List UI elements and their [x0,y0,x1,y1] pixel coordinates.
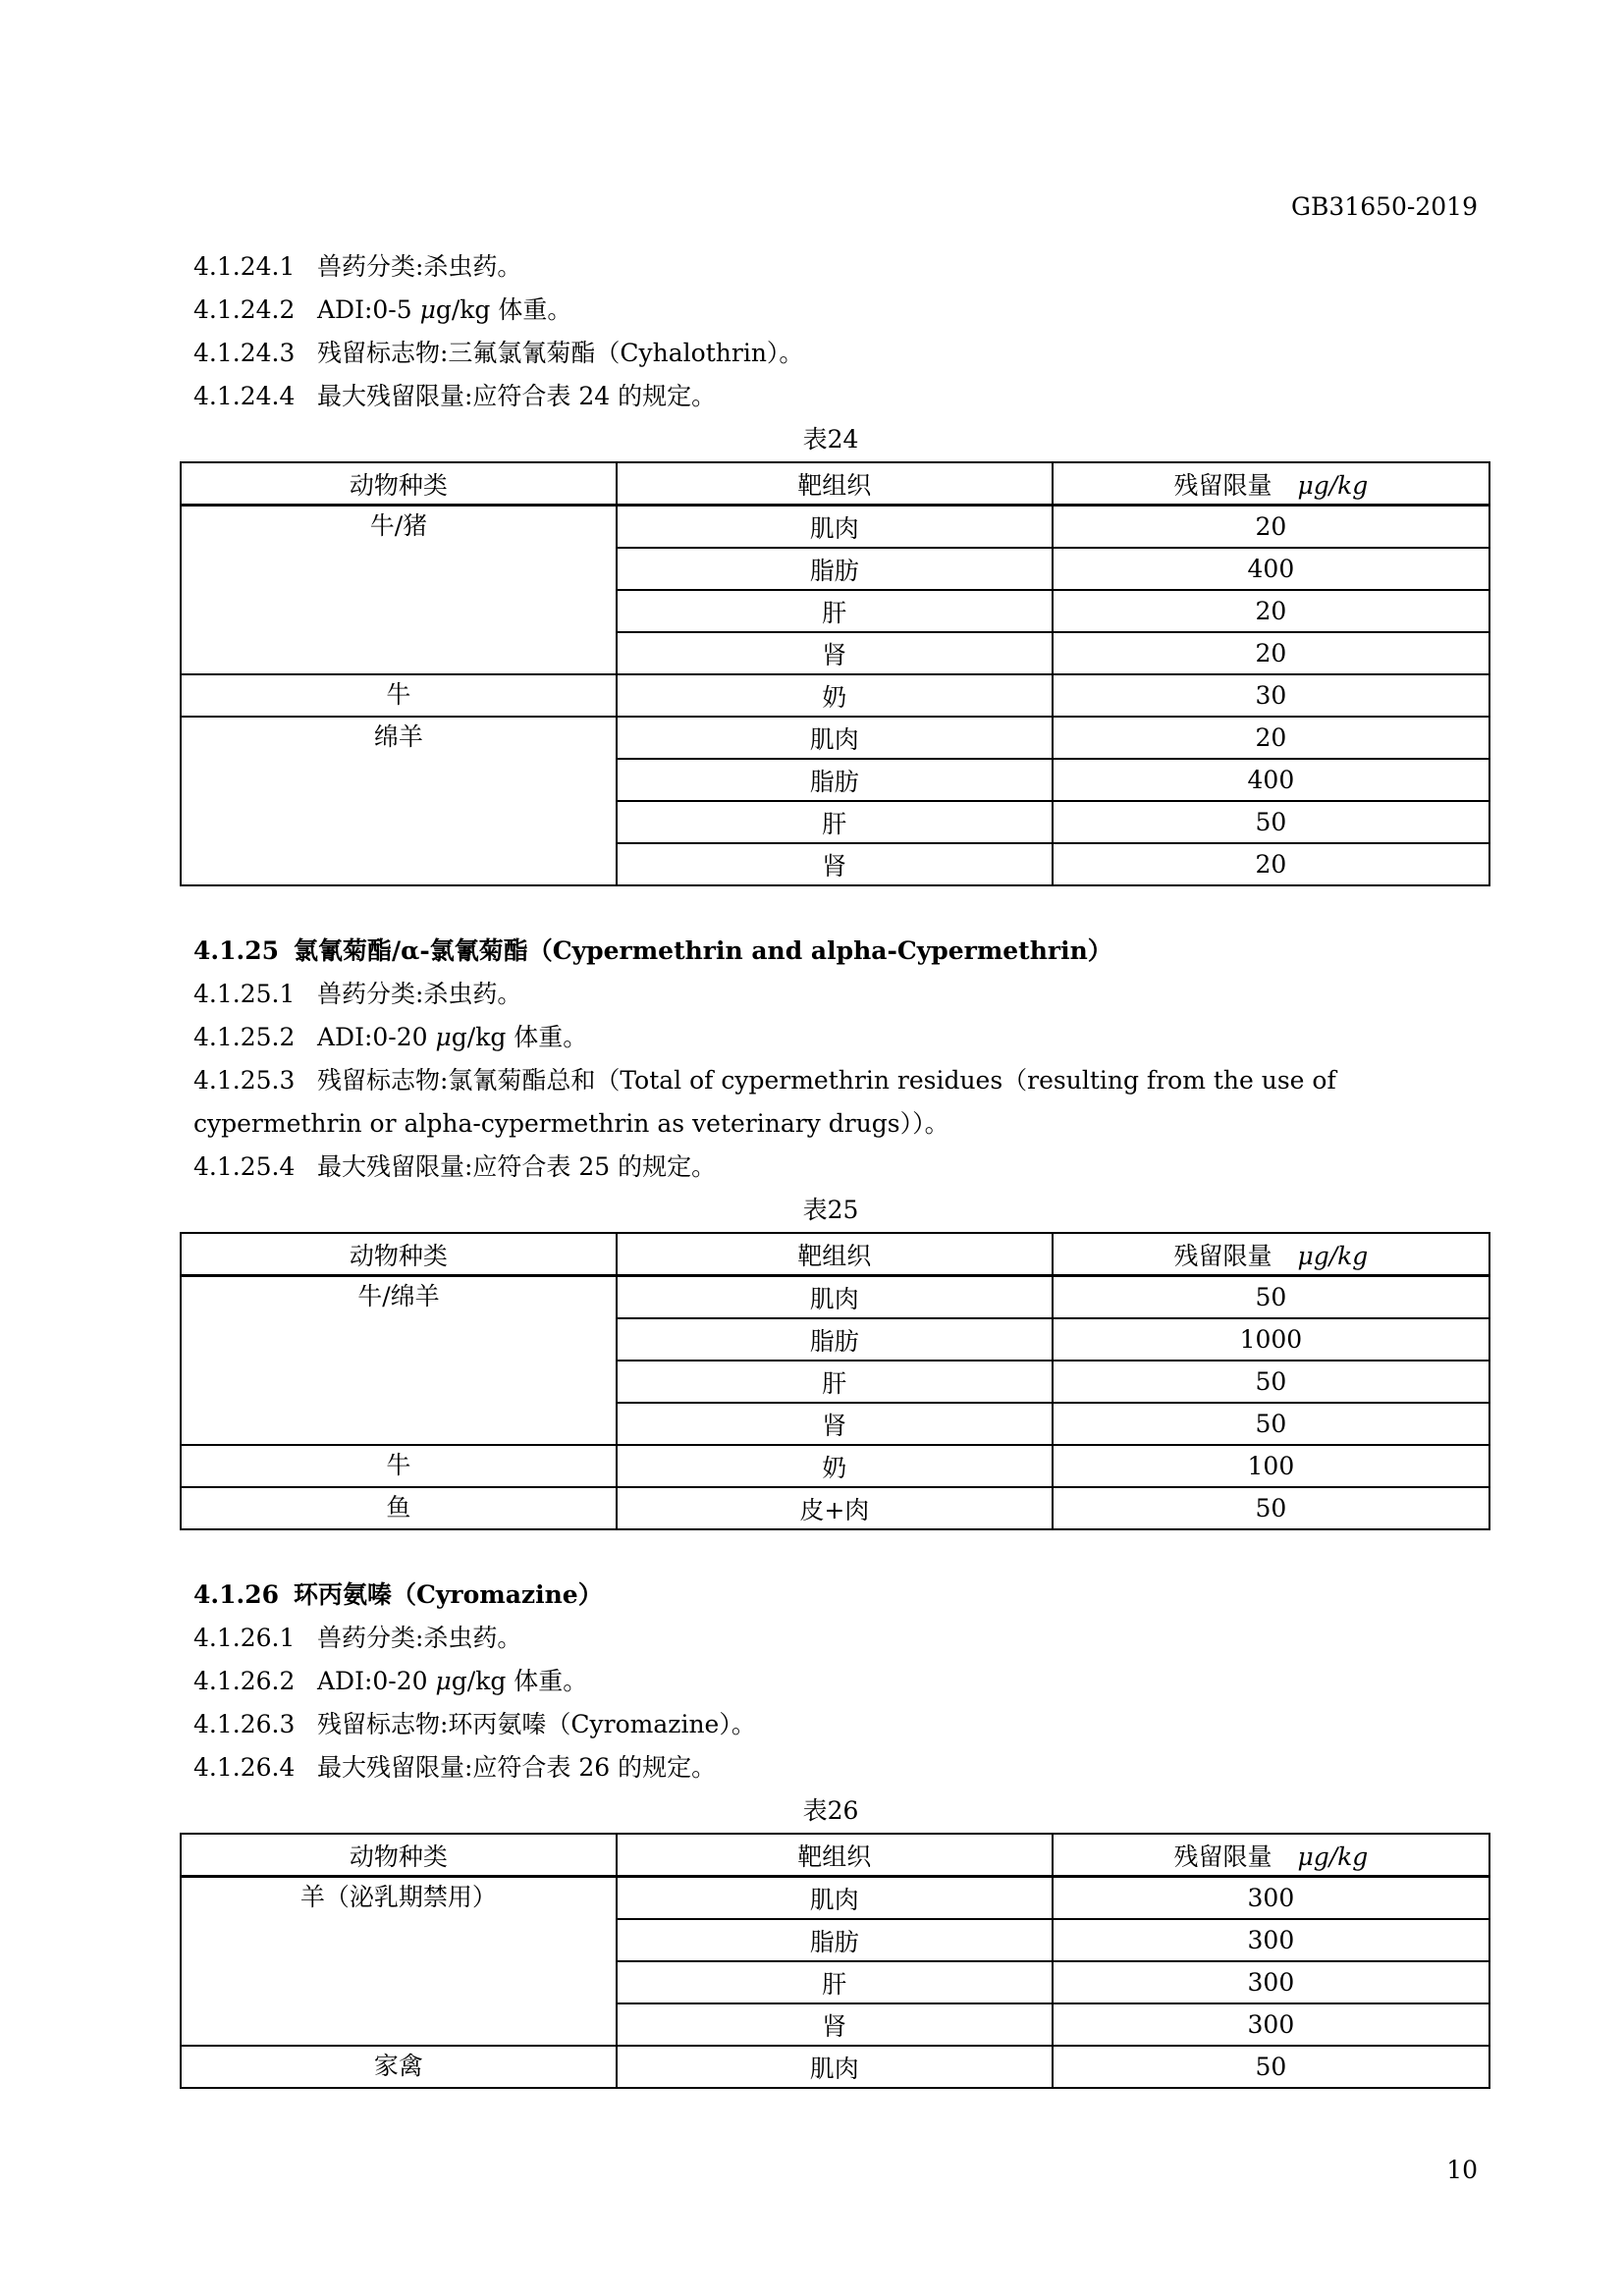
table-caption: 表25 [802,1196,859,1224]
table-row [181,1877,1489,1920]
table-caption: 表24 [802,425,859,454]
cell-tissue: 肾 [617,1403,1053,1445]
cell-mrl: 400 [1053,548,1489,590]
mrl-table-25 [180,1232,1490,1530]
cell-mrl: 50 [1053,1276,1489,1319]
cell-animal: 绵羊 [181,717,617,885]
table-header-row [181,462,1489,506]
page-content [193,245,1485,2089]
cell-mrl: 20 [1053,506,1489,549]
header-mrl: 残留限量 μg/kg [1053,1834,1489,1877]
clause-line: 4.1.25.4 最大残留限量:应符合表 25 的规定。 [193,1152,717,1181]
clause-line: 4.1.26.4 最大残留限量:应符合表 26 的规定。 [193,1753,717,1782]
cell-mrl: 50 [1053,1487,1489,1529]
page-number: 10 [1446,2156,1478,2184]
cell-tissue: 肝 [617,590,1053,632]
clause-line: 4.1.26.2 ADI:0-20 μg/kg 体重。 [193,1667,588,1695]
header-tissue: 靶组织 [617,1834,1053,1877]
cell-mrl: 20 [1053,843,1489,885]
clause-line: 4.1.26.3 残留标志物:环丙氨嗪（Cyromazine）。 [193,1710,756,1738]
cell-mrl: 20 [1053,590,1489,632]
cell-tissue: 脂肪 [617,1919,1053,1961]
clause-paragraph: 4.1.25.3 残留标志物:氯氰菊酯总和（Total of cypermethrin residues（resulting from the use of cypermethrin or alpha-cypermethrin as veterinary drugs））。 [193,1066,1336,1138]
header-animal: 动物种类 [181,1834,617,1877]
table-row [181,674,1489,717]
cell-animal: 家禽 [181,2046,617,2088]
cell-animal: 鱼 [181,1487,617,1529]
cell-mrl: 300 [1053,2003,1489,2046]
cell-mrl: 50 [1053,1403,1489,1445]
section-title: 4.1.25 氯氰菊酯/α-氯氰菊酯（Cypermethrin and alpha-Cypermethrin） [193,936,1112,965]
header-mrl: 残留限量 μg/kg [1053,462,1489,506]
spacer [193,1530,1485,1574]
table-row [181,506,1489,549]
cell-animal: 羊（泌乳期禁用） [181,1877,617,2047]
cell-animal: 牛 [181,1445,617,1487]
clause-line: 4.1.24.4 最大残留限量:应符合表 24 的规定。 [193,382,717,410]
cell-mrl: 300 [1053,1919,1489,1961]
clause-line: 4.1.24.1 兽药分类:杀虫药。 [193,252,522,281]
cell-mrl: 100 [1053,1445,1489,1487]
cell-tissue: 肾 [617,2003,1053,2046]
cell-mrl: 1000 [1053,1318,1489,1361]
cell-tissue: 肾 [617,632,1053,674]
cell-mrl: 300 [1053,1877,1489,1920]
mrl-table-26 [180,1833,1490,2089]
table-header-row [181,1233,1489,1276]
table-header-row [181,1834,1489,1877]
cell-tissue: 肝 [617,1961,1053,2003]
header-mrl: 残留限量 μg/kg [1053,1233,1489,1276]
sec24-lines [193,245,1485,418]
clause-line: 4.1.25.1 兽药分类:杀虫药。 [193,980,522,1008]
cell-tissue: 肝 [617,801,1053,843]
section-title: 4.1.26 环丙氨嗪（Cyromazine） [193,1580,603,1609]
table-row [181,1445,1489,1487]
cell-tissue: 奶 [617,1445,1053,1487]
cell-mrl: 30 [1053,674,1489,717]
cell-tissue: 肌肉 [617,2046,1053,2088]
cell-tissue: 皮+肉 [617,1487,1053,1529]
cell-tissue: 肝 [617,1361,1053,1403]
header-tissue: 靶组织 [617,1233,1053,1276]
cell-mrl: 400 [1053,759,1489,801]
cell-tissue: 奶 [617,674,1053,717]
cell-tissue: 脂肪 [617,1318,1053,1361]
cell-mrl: 20 [1053,632,1489,674]
cell-mrl: 50 [1053,801,1489,843]
cell-mrl: 300 [1053,1961,1489,2003]
cell-tissue: 肌肉 [617,1276,1053,1319]
clause-line: 4.1.25.2 ADI:0-20 μg/kg 体重。 [193,1023,588,1051]
header-animal: 动物种类 [181,1233,617,1276]
clause-line: 4.1.26.1 兽药分类:杀虫药。 [193,1624,522,1652]
cell-tissue: 脂肪 [617,548,1053,590]
cell-mrl: 50 [1053,1361,1489,1403]
cell-tissue: 肌肉 [617,506,1053,549]
table-caption: 表26 [802,1796,859,1825]
spacer [193,886,1485,930]
cell-tissue: 肾 [617,843,1053,885]
cell-mrl: 20 [1053,717,1489,759]
header-tissue: 靶组织 [617,462,1053,506]
clause-line: 4.1.24.3 残留标志物:三氟氯氰菊酯（Cyhalothrin）。 [193,339,804,367]
cell-animal: 牛/绵羊 [181,1276,617,1446]
standard-code: GB31650-2019 [1291,192,1478,221]
table-row [181,1276,1489,1319]
table-row [181,717,1489,759]
cell-tissue: 脂肪 [617,759,1053,801]
mrl-table-24 [180,461,1490,886]
table-row [181,1487,1489,1529]
header-animal: 动物种类 [181,462,617,506]
cell-animal: 牛 [181,674,617,717]
cell-animal: 牛/猪 [181,506,617,675]
clause-line: 4.1.24.2 ADI:0-5 μg/kg 体重。 [193,295,572,324]
cell-mrl: 50 [1053,2046,1489,2088]
cell-tissue: 肌肉 [617,717,1053,759]
table-row [181,2046,1489,2088]
cell-tissue: 肌肉 [617,1877,1053,1920]
